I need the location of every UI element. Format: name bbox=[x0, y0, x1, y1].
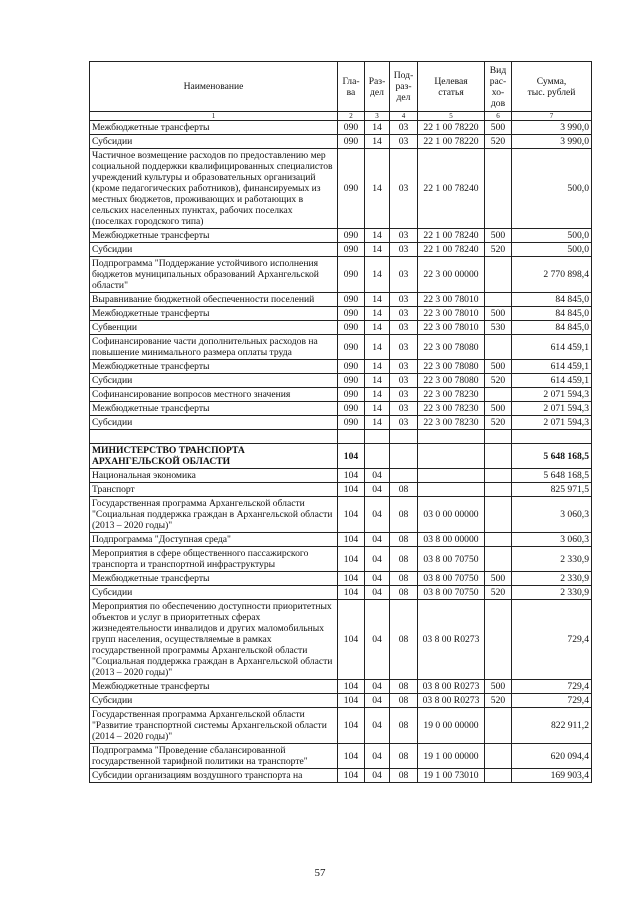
cell-glava: 104 bbox=[338, 694, 365, 708]
header-target-article: Целевая статья bbox=[418, 62, 485, 112]
table-row bbox=[90, 483, 592, 497]
cell-podrazdel bbox=[390, 444, 418, 469]
cell-target-article: 22 3 00 78080 bbox=[418, 374, 485, 388]
cell-target-article: 22 3 00 78010 bbox=[418, 307, 485, 321]
spacer-cell bbox=[485, 430, 512, 444]
table-row bbox=[90, 374, 592, 388]
cell-glava: 090 bbox=[338, 121, 365, 135]
cell-razdel: 14 bbox=[365, 229, 390, 243]
cell-glava: 104 bbox=[338, 572, 365, 586]
cell-glava: 090 bbox=[338, 293, 365, 307]
cell-name: МИНИСТЕРСТВО ТРАНСПОРТА АРХАНГЕЛЬСКОЙ ОБЛАСТИ bbox=[90, 444, 338, 469]
cell-name: Транспорт bbox=[90, 483, 338, 497]
table-row bbox=[90, 149, 592, 229]
cell-podrazdel: 08 bbox=[390, 694, 418, 708]
table-row bbox=[90, 416, 592, 430]
cell-sum: 500,0 bbox=[512, 149, 592, 229]
spacer-cell bbox=[512, 430, 592, 444]
cell-podrazdel: 03 bbox=[390, 229, 418, 243]
cell-target-article: 22 3 00 78230 bbox=[418, 402, 485, 416]
cell-name: Субсидии bbox=[90, 135, 338, 149]
cell-sum: 822 911,2 bbox=[512, 708, 592, 744]
cell-razdel bbox=[365, 444, 390, 469]
cell-expense-type bbox=[485, 708, 512, 744]
cell-razdel: 14 bbox=[365, 257, 390, 293]
header-sum: Сумма, тыс. рублей bbox=[512, 62, 592, 112]
cell-target-article: 22 1 00 78220 bbox=[418, 121, 485, 135]
table-row bbox=[90, 586, 592, 600]
cell-expense-type bbox=[485, 744, 512, 769]
cell-razdel: 04 bbox=[365, 497, 390, 533]
table-row bbox=[90, 694, 592, 708]
spacer-cell bbox=[418, 430, 485, 444]
cell-expense-type bbox=[485, 497, 512, 533]
cell-expense-type: 520 bbox=[485, 586, 512, 600]
column-number: 2 bbox=[338, 112, 365, 121]
cell-razdel: 14 bbox=[365, 121, 390, 135]
cell-expense-type bbox=[485, 335, 512, 360]
cell-expense-type bbox=[485, 533, 512, 547]
table-row bbox=[90, 257, 592, 293]
cell-glava: 104 bbox=[338, 600, 365, 680]
cell-podrazdel: 03 bbox=[390, 388, 418, 402]
column-number: 7 bbox=[512, 112, 592, 121]
cell-razdel: 14 bbox=[365, 335, 390, 360]
cell-sum: 500,0 bbox=[512, 243, 592, 257]
cell-sum: 729,4 bbox=[512, 600, 592, 680]
cell-razdel: 04 bbox=[365, 769, 390, 783]
cell-sum: 84 845,0 bbox=[512, 307, 592, 321]
spacer-cell bbox=[365, 430, 390, 444]
cell-glava: 090 bbox=[338, 229, 365, 243]
cell-razdel: 04 bbox=[365, 547, 390, 572]
cell-podrazdel: 03 bbox=[390, 257, 418, 293]
cell-target-article: 03 8 00 70750 bbox=[418, 586, 485, 600]
spacer-row bbox=[90, 430, 592, 444]
cell-podrazdel: 03 bbox=[390, 335, 418, 360]
cell-podrazdel: 03 bbox=[390, 243, 418, 257]
table-row bbox=[90, 243, 592, 257]
cell-sum: 614 459,1 bbox=[512, 335, 592, 360]
cell-expense-type bbox=[485, 600, 512, 680]
cell-podrazdel: 08 bbox=[390, 497, 418, 533]
cell-razdel: 04 bbox=[365, 469, 390, 483]
cell-target-article: 22 3 00 78080 bbox=[418, 335, 485, 360]
cell-podrazdel: 03 bbox=[390, 402, 418, 416]
cell-expense-type: 530 bbox=[485, 321, 512, 335]
cell-target-article: 03 8 00 00000 bbox=[418, 533, 485, 547]
cell-podrazdel: 03 bbox=[390, 135, 418, 149]
table-row bbox=[90, 744, 592, 769]
table-row bbox=[90, 547, 592, 572]
cell-razdel: 04 bbox=[365, 483, 390, 497]
cell-glava: 090 bbox=[338, 360, 365, 374]
cell-name: Мероприятия в сфере общественного пассажирского транспорта и транспортной инфраструктуры bbox=[90, 547, 338, 572]
cell-glava: 090 bbox=[338, 321, 365, 335]
cell-expense-type: 520 bbox=[485, 135, 512, 149]
cell-razdel: 04 bbox=[365, 572, 390, 586]
cell-target-article: 22 1 00 78240 bbox=[418, 229, 485, 243]
cell-sum: 614 459,1 bbox=[512, 374, 592, 388]
table-row bbox=[90, 680, 592, 694]
header-podrazdel: Под- раз- дел bbox=[390, 62, 418, 112]
column-number-row bbox=[90, 112, 592, 121]
cell-expense-type: 520 bbox=[485, 694, 512, 708]
cell-name: Подпрограмма "Проведение сбалансированной государственной тарифной политики на транспорте" bbox=[90, 744, 338, 769]
cell-name: Национальная экономика bbox=[90, 469, 338, 483]
cell-expense-type bbox=[485, 769, 512, 783]
cell-podrazdel: 08 bbox=[390, 483, 418, 497]
table-row bbox=[90, 600, 592, 680]
cell-name: Государственная программа Архангельской области "Социальная поддержка граждан в Архангельской области (2013 – 2020 годы)" bbox=[90, 497, 338, 533]
cell-razdel: 04 bbox=[365, 586, 390, 600]
cell-razdel: 04 bbox=[365, 600, 390, 680]
cell-target-article: 03 0 00 00000 bbox=[418, 497, 485, 533]
cell-podrazdel: 03 bbox=[390, 307, 418, 321]
cell-razdel: 14 bbox=[365, 416, 390, 430]
cell-podrazdel: 08 bbox=[390, 680, 418, 694]
cell-expense-type: 500 bbox=[485, 402, 512, 416]
cell-name: Межбюджетные трансферты bbox=[90, 680, 338, 694]
cell-name: Субсидии bbox=[90, 374, 338, 388]
header-razdel: Раз- дел bbox=[365, 62, 390, 112]
cell-sum: 84 845,0 bbox=[512, 293, 592, 307]
table-row bbox=[90, 307, 592, 321]
cell-target-article bbox=[418, 444, 485, 469]
cell-target-article: 03 8 00 R0273 bbox=[418, 694, 485, 708]
cell-sum: 2 071 594,3 bbox=[512, 402, 592, 416]
cell-podrazdel: 03 bbox=[390, 121, 418, 135]
table-row bbox=[90, 321, 592, 335]
cell-target-article: 22 3 00 00000 bbox=[418, 257, 485, 293]
cell-expense-type: 520 bbox=[485, 416, 512, 430]
cell-target-article: 22 3 00 78010 bbox=[418, 321, 485, 335]
cell-sum: 825 971,5 bbox=[512, 483, 592, 497]
cell-target-article bbox=[418, 483, 485, 497]
cell-glava: 104 bbox=[338, 708, 365, 744]
cell-glava: 104 bbox=[338, 769, 365, 783]
cell-glava: 090 bbox=[338, 257, 365, 293]
table-row bbox=[90, 335, 592, 360]
cell-glava: 104 bbox=[338, 469, 365, 483]
table-row bbox=[90, 469, 592, 483]
cell-expense-type bbox=[485, 547, 512, 572]
cell-podrazdel: 03 bbox=[390, 360, 418, 374]
table-row bbox=[90, 402, 592, 416]
cell-name: Субсидии организациям воздушного транспорта на bbox=[90, 769, 338, 783]
cell-name: Выравнивание бюджетной обеспеченности поселений bbox=[90, 293, 338, 307]
cell-podrazdel: 03 bbox=[390, 321, 418, 335]
cell-target-article: 22 1 00 78220 bbox=[418, 135, 485, 149]
cell-razdel: 14 bbox=[365, 293, 390, 307]
cell-expense-type bbox=[485, 149, 512, 229]
cell-podrazdel: 08 bbox=[390, 600, 418, 680]
budget-table bbox=[89, 61, 592, 783]
cell-name: Субсидии bbox=[90, 586, 338, 600]
cell-glava: 090 bbox=[338, 388, 365, 402]
cell-name: Субсидии bbox=[90, 416, 338, 430]
cell-razdel: 04 bbox=[365, 744, 390, 769]
cell-sum: 169 903,4 bbox=[512, 769, 592, 783]
cell-name: Субсидии bbox=[90, 243, 338, 257]
cell-expense-type: 500 bbox=[485, 360, 512, 374]
cell-name: Межбюджетные трансферты bbox=[90, 402, 338, 416]
cell-expense-type: 520 bbox=[485, 243, 512, 257]
cell-sum: 620 094,4 bbox=[512, 744, 592, 769]
cell-expense-type bbox=[485, 388, 512, 402]
cell-glava: 090 bbox=[338, 135, 365, 149]
cell-name: Мероприятия по обеспечению доступности приоритетных объектов и услуг в приоритетных сферах жизнедеятельности инвалидов и других маломобильных групп населения, осуществляемые в рамках государственной программы Архангельской области "Социальная поддержка граждан в Архангельской области (2013 – 2020 годы)" bbox=[90, 600, 338, 680]
cell-sum: 2 071 594,3 bbox=[512, 388, 592, 402]
cell-podrazdel: 03 bbox=[390, 149, 418, 229]
cell-target-article: 03 8 00 R0273 bbox=[418, 680, 485, 694]
cell-sum: 3 060,3 bbox=[512, 533, 592, 547]
cell-sum: 3 060,3 bbox=[512, 497, 592, 533]
table-row bbox=[90, 497, 592, 533]
cell-glava: 090 bbox=[338, 243, 365, 257]
cell-target-article: 03 8 00 R0273 bbox=[418, 600, 485, 680]
cell-expense-type: 500 bbox=[485, 680, 512, 694]
cell-glava: 104 bbox=[338, 483, 365, 497]
cell-target-article: 22 3 00 78230 bbox=[418, 388, 485, 402]
cell-glava: 090 bbox=[338, 149, 365, 229]
page-number: 57 bbox=[314, 867, 326, 879]
cell-name: Частичное возмещение расходов по предоставлению мер социальной поддержки квалифицированных специалистов учреждений культуры и образовательных организаций (кроме педагогических работников), финансируемых из местных бюджетов, проживающих и работающих в сельских населенных пунктах, рабочих поселках (поселках городского типа) bbox=[90, 149, 338, 229]
cell-name: Субвенции bbox=[90, 321, 338, 335]
cell-razdel: 14 bbox=[365, 135, 390, 149]
table-row bbox=[90, 293, 592, 307]
cell-podrazdel: 08 bbox=[390, 708, 418, 744]
cell-razdel: 04 bbox=[365, 680, 390, 694]
cell-expense-type: 520 bbox=[485, 374, 512, 388]
cell-podrazdel bbox=[390, 469, 418, 483]
cell-target-article: 22 1 00 78240 bbox=[418, 243, 485, 257]
cell-podrazdel: 08 bbox=[390, 769, 418, 783]
cell-target-article: 19 0 00 00000 bbox=[418, 708, 485, 744]
spacer-cell bbox=[390, 430, 418, 444]
cell-glava: 090 bbox=[338, 416, 365, 430]
table-row bbox=[90, 533, 592, 547]
cell-expense-type: 500 bbox=[485, 307, 512, 321]
cell-glava: 104 bbox=[338, 533, 365, 547]
cell-glava: 104 bbox=[338, 744, 365, 769]
cell-razdel: 14 bbox=[365, 243, 390, 257]
cell-razdel: 04 bbox=[365, 694, 390, 708]
header-glava: Гла- ва bbox=[338, 62, 365, 112]
cell-glava: 090 bbox=[338, 307, 365, 321]
cell-sum: 84 845,0 bbox=[512, 321, 592, 335]
cell-expense-type: 500 bbox=[485, 121, 512, 135]
cell-target-article: 19 1 00 00000 bbox=[418, 744, 485, 769]
cell-expense-type bbox=[485, 469, 512, 483]
table-row bbox=[90, 444, 592, 469]
cell-sum: 2 330,9 bbox=[512, 547, 592, 572]
cell-sum: 2 330,9 bbox=[512, 572, 592, 586]
cell-glava: 090 bbox=[338, 374, 365, 388]
cell-target-article: 22 3 00 78080 bbox=[418, 360, 485, 374]
cell-podrazdel: 03 bbox=[390, 416, 418, 430]
cell-glava: 090 bbox=[338, 335, 365, 360]
cell-name: Подпрограмма "Поддержание устойчивого исполнения бюджетов муниципальных образований Архангельской области" bbox=[90, 257, 338, 293]
cell-razdel: 14 bbox=[365, 360, 390, 374]
table-row bbox=[90, 388, 592, 402]
cell-podrazdel: 08 bbox=[390, 744, 418, 769]
cell-razdel: 14 bbox=[365, 307, 390, 321]
header-expense-type: Вид рас- хо- дов bbox=[485, 62, 512, 112]
cell-name: Межбюджетные трансферты bbox=[90, 360, 338, 374]
cell-name: Межбюджетные трансферты bbox=[90, 572, 338, 586]
cell-target-article bbox=[418, 469, 485, 483]
table-row bbox=[90, 121, 592, 135]
cell-sum: 2 770 898,4 bbox=[512, 257, 592, 293]
cell-expense-type: 500 bbox=[485, 229, 512, 243]
cell-razdel: 04 bbox=[365, 708, 390, 744]
cell-name: Софинансирование части дополнительных расходов на повышение минимального размера оплаты труда bbox=[90, 335, 338, 360]
column-number: 5 bbox=[418, 112, 485, 121]
cell-podrazdel: 08 bbox=[390, 533, 418, 547]
cell-name: Софинансирование вопросов местного значения bbox=[90, 388, 338, 402]
table-row bbox=[90, 135, 592, 149]
table-row bbox=[90, 360, 592, 374]
cell-sum: 3 990,0 bbox=[512, 135, 592, 149]
cell-razdel: 14 bbox=[365, 402, 390, 416]
cell-razdel: 14 bbox=[365, 388, 390, 402]
cell-name: Государственная программа Архангельской области "Развитие транспортной системы Архангельской области (2014 – 2020 годы)" bbox=[90, 708, 338, 744]
cell-sum: 3 990,0 bbox=[512, 121, 592, 135]
cell-glava: 104 bbox=[338, 497, 365, 533]
cell-sum: 5 648 168,5 bbox=[512, 469, 592, 483]
spacer-cell bbox=[90, 430, 338, 444]
cell-podrazdel: 08 bbox=[390, 572, 418, 586]
table-row bbox=[90, 229, 592, 243]
cell-glava: 104 bbox=[338, 547, 365, 572]
cell-sum: 5 648 168,5 bbox=[512, 444, 592, 469]
header-name: Наименование bbox=[90, 62, 338, 112]
cell-expense-type bbox=[485, 293, 512, 307]
table-row bbox=[90, 769, 592, 783]
cell-sum: 729,4 bbox=[512, 694, 592, 708]
cell-podrazdel: 08 bbox=[390, 547, 418, 572]
cell-target-article: 03 8 00 70750 bbox=[418, 547, 485, 572]
cell-podrazdel: 08 bbox=[390, 586, 418, 600]
cell-name: Субсидии bbox=[90, 694, 338, 708]
cell-razdel: 14 bbox=[365, 149, 390, 229]
cell-podrazdel: 03 bbox=[390, 293, 418, 307]
cell-name: Межбюджетные трансферты bbox=[90, 121, 338, 135]
cell-target-article: 22 3 00 78230 bbox=[418, 416, 485, 430]
cell-expense-type bbox=[485, 257, 512, 293]
cell-glava: 104 bbox=[338, 586, 365, 600]
cell-glava: 104 bbox=[338, 680, 365, 694]
cell-target-article: 22 3 00 78010 bbox=[418, 293, 485, 307]
cell-sum: 614 459,1 bbox=[512, 360, 592, 374]
cell-glava: 090 bbox=[338, 402, 365, 416]
column-number: 6 bbox=[485, 112, 512, 121]
cell-name: Межбюджетные трансферты bbox=[90, 307, 338, 321]
table-row bbox=[90, 572, 592, 586]
cell-expense-type bbox=[485, 483, 512, 497]
table-row bbox=[90, 708, 592, 744]
cell-expense-type: 500 bbox=[485, 572, 512, 586]
cell-target-article: 22 1 00 78240 bbox=[418, 149, 485, 229]
column-number: 3 bbox=[365, 112, 390, 121]
cell-razdel: 14 bbox=[365, 321, 390, 335]
spacer-cell bbox=[338, 430, 365, 444]
column-number: 1 bbox=[90, 112, 338, 121]
cell-expense-type bbox=[485, 444, 512, 469]
cell-razdel: 04 bbox=[365, 533, 390, 547]
cell-target-article: 19 1 00 73010 bbox=[418, 769, 485, 783]
column-number: 4 bbox=[390, 112, 418, 121]
table-body bbox=[90, 121, 592, 783]
cell-sum: 2 071 594,3 bbox=[512, 416, 592, 430]
cell-sum: 500,0 bbox=[512, 229, 592, 243]
cell-podrazdel: 03 bbox=[390, 374, 418, 388]
cell-glava: 104 bbox=[338, 444, 365, 469]
cell-sum: 2 330,9 bbox=[512, 586, 592, 600]
cell-name: Межбюджетные трансферты bbox=[90, 229, 338, 243]
cell-razdel: 14 bbox=[365, 374, 390, 388]
table-header-row bbox=[90, 62, 592, 112]
cell-target-article: 03 8 00 70750 bbox=[418, 572, 485, 586]
cell-name: Подпрограмма "Доступная среда" bbox=[90, 533, 338, 547]
cell-sum: 729,4 bbox=[512, 680, 592, 694]
